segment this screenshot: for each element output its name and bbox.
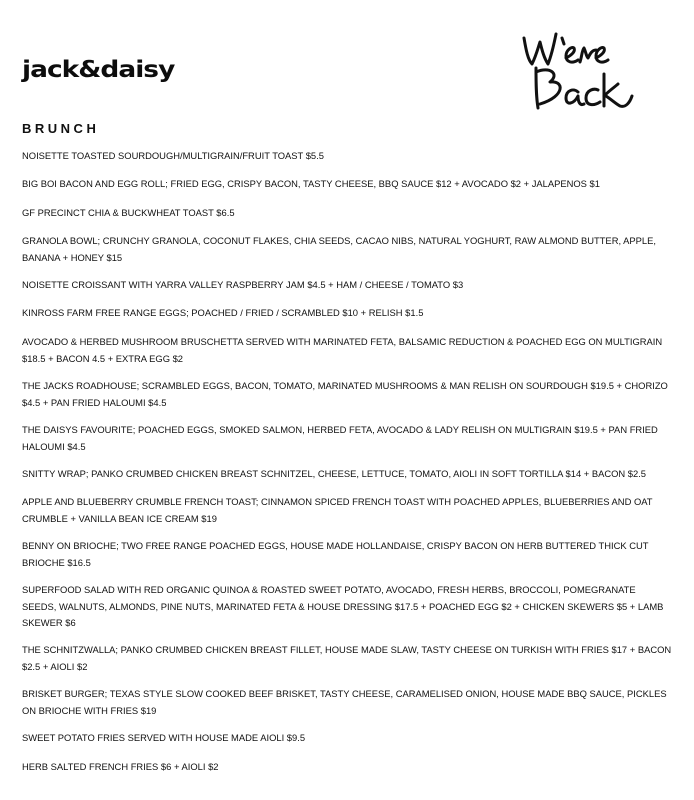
menu-item: NOISETTE CROISSANT WITH YARRA VALLEY RASPBERRY JAM $4.5 + HAM / CHEESE / TOMATO $3 [22, 279, 464, 290]
menu-item: APPLE AND BLUEBERRY CRUMBLE FRENCH TOAST; CINNAMON SPICED FRENCH TOAST WITH POACHED APPLES, BLUEBERRIES AND OAT CRUMBLE + VANILLA BEAN ICE CREAM $19 [22, 496, 653, 524]
menu-item: GF PRECINCT CHIA & BUCKWHEAT TOAST $6.5 [22, 207, 235, 218]
menu-item: SNITTY WRAP; PANKO CRUMBED CHICKEN BREAST SCHNITZEL, CHEESE, LETTUCE, TOMATO, AIOLI IN SOFT TORTILLA $14 + BACON $2.5 [22, 468, 647, 479]
menu-item: BENNY ON BRIOCHE; TWO FREE RANGE POACHED EGGS, HOUSE MADE HOLLANDAISE, CRISPY BACON ON HERB BUTTERED THICK CUT BRIOCHE $16.5 [22, 540, 649, 568]
were-back-badge [516, 16, 636, 116]
section-title-brunch: BRUNCH [22, 121, 100, 136]
menu-item: AVOCADO & HERBED MUSHROOM BRUSCHETTA SERVED WITH MARINATED FETA, BALSAMIC REDUCTION & POACHED EGG ON MULTIGRAIN $18.5 + BACON 4.5 + EXTRA EGG $2 [22, 336, 663, 364]
menu-item: GRANOLA BOWL; CRUNCHY GRANOLA, COCONUT FLAKES, CHIA SEEDS, CACAO NIBS, NATURAL YOGHURT, RAW ALMOND BUTTER, APPLE, BANANA + HONEY $15 [22, 235, 656, 263]
menu-item: BRISKET BURGER; TEXAS STYLE SLOW COOKED BEEF BRISKET, TASTY CHEESE, CARAMELISED ONION, HOUSE MADE BBQ SAUCE, PICKLES ON BRIOCHE WITH FRIES $19 [22, 688, 667, 716]
menu-item: NOISETTE TOASTED SOURDOUGH/MULTIGRAIN/FRUIT TOAST $5.5 [22, 150, 324, 161]
jack-and-daisy-logo: jack&daisy [22, 56, 175, 83]
menu-item: THE SCHNITZWALLA; PANKO CRUMBED CHICKEN BREAST FILLET, HOUSE MADE SLAW, TASTY CHEESE ON TURKISH WITH FRIES $17 + BACON $2.5 + AIOLI $2 [22, 644, 672, 672]
menu-item: SWEET POTATO FRIES SERVED WITH HOUSE MADE AIOLI $9.5 [22, 732, 306, 743]
menu-item: HERB SALTED FRENCH FRIES $6 + AIOLI $2 [22, 761, 219, 772]
menu-item: THE DAISYS FAVOURITE; POACHED EGGS, SMOKED SALMON, HERBED FETA, AVOCADO & LADY RELISH ON MULTIGRAIN $19.5 + PAN FRIED HALOUMI $4.5 [22, 424, 658, 452]
menu-item: THE JACKS ROADHOUSE; SCRAMBLED EGGS, BACON, TOMATO, MARINATED MUSHROOMS & MAN RELISH ON SOURDOUGH $19.5 + CHORIZO $4.5 + PAN FRIED HALOUMI $4.5 [22, 380, 668, 408]
menu-item: KINROSS FARM FREE RANGE EGGS; POACHED / FRIED / SCRAMBLED $10 + RELISH $1.5 [22, 307, 424, 318]
menu-item: SUPERFOOD SALAD WITH RED ORGANIC QUINOA & ROASTED SWEET POTATO, AVOCADO, FRESH HERBS, BROCCOLI, POMEGRANATE SEEDS, WALNUTS, ALMONDS, PINE NUTS, MARINATED FETA & HOUSE DRESSING $17.5 + POACHED EGG $2 + CHICKEN SKEWERS $5 + LAMB SKEWER $6 [22, 584, 664, 628]
menu-item: BIG BOI BACON AND EGG ROLL; FRIED EGG, CRISPY BACON, TASTY CHEESE, BBQ SAUCE $12 + AVOCADO $2 + JALAPENOS $1 [22, 178, 600, 189]
